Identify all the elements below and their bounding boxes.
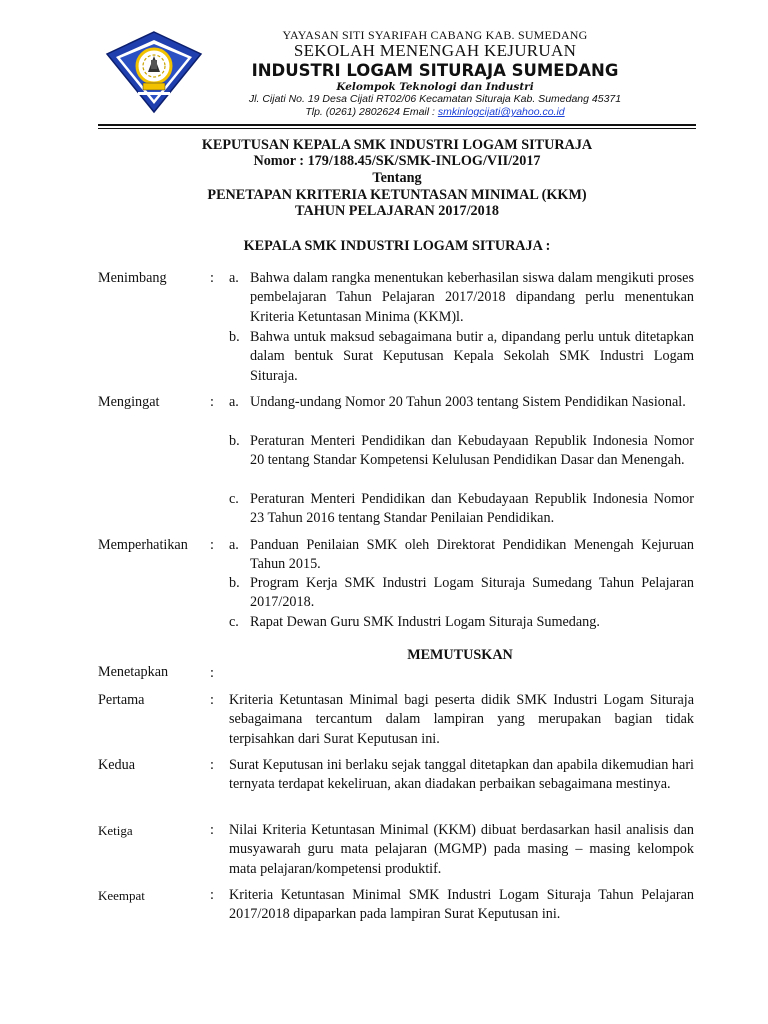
section-colon: : (210, 537, 214, 553)
decision-text: Surat Keputusan ini berlaku sejak tanggal ditetapkan dan apabila dikemudian hari ternyata terdapat kekeliruan, akan diadakan perbaikan sebagaimana mestinya. (229, 757, 694, 793)
school-logo (104, 30, 204, 114)
section-label-memperhatikan: Memperhatikan (98, 537, 188, 553)
list-text: Bahwa untuk maksud sebagaimana butir a, dipandang perlu untuk ditetapkan dalam bentuk Surat Keputusan Kepala Sekolah SMK Industri Logam Situraja. (250, 329, 694, 384)
list-marker: c. (229, 491, 239, 507)
decree-about: Tentang (372, 170, 422, 186)
list-item (229, 393, 694, 412)
decree-title: KEPUTUSAN KEPALA SMK INDUSTRI LOGAM SITURAJA (201, 137, 593, 153)
section-colon: : (210, 665, 214, 681)
section-colon: : (210, 270, 214, 286)
section-colon: : (210, 394, 214, 410)
list-marker: a. (229, 270, 239, 286)
decision-label-pertama: Pertama (98, 692, 145, 708)
list-marker: b. (229, 433, 240, 449)
school-type: SEKOLAH MENENGAH KEJURUAN (293, 41, 577, 60)
decision-text: Nilai Kriteria Ketuntasan Minimal (KKM) dibuat berdasarkan hasil analisis dan musyawarah guru mata pelajaran (MGMP) pada masing – masing kelompok mata pelajaran/kompetensi produktif. (229, 822, 694, 877)
decree-subject: PENETAPAN KRITERIA KETUNTASAN MINIMAL (KKM) (207, 187, 587, 203)
decree-heading: KEPALA SMK INDUSTRI LOGAM SITURAJA : (243, 238, 551, 254)
school-name: INDUSTRI LOGAM SITURAJA SUMEDANG (251, 61, 619, 80)
list-marker: a. (229, 537, 239, 553)
decree-year: TAHUN PELAJARAN 2017/2018 (295, 203, 499, 219)
list-marker: a. (229, 394, 239, 410)
phone-label: Tlp. (0261) 2802624 Email : (305, 106, 438, 118)
foundation-name: YAYASAN SITI SYARIFAH CABANG KAB. SUMEDANG (282, 28, 588, 42)
list-item (229, 490, 694, 529)
decision-label-ketiga: Ketiga (98, 823, 133, 838)
list-text: Undang-undang Nomor 20 Tahun 2003 tentang Sistem Pendidikan Nasional. (250, 394, 686, 410)
list-item (229, 574, 694, 613)
school-group: Kelompok Teknologi dan Industri (336, 81, 534, 93)
section-label-mengingat: Mengingat (98, 394, 160, 410)
list-text: Peraturan Menteri Pendidikan dan Kebudayaan Republik Indonesia Nomor 23 Tahun 2016 tentang Standar Penilaian Pendidikan. (250, 491, 694, 527)
list-text: Program Kerja SMK Industri Logam Situraja Sumedang Tahun Pelajaran 2017/2018. (250, 575, 694, 611)
section-label-menetapkan: Menetapkan (98, 664, 169, 680)
section-colon: : (210, 692, 214, 708)
list-item (229, 613, 694, 632)
decision-text: Kriteria Ketuntasan Minimal bagi peserta didik SMK Industri Logam Situraja sebagaimana tercantum dalam lampiran yang merupakan bagian tidak terpisahkan dari Surat Keputusan ini. (229, 692, 694, 747)
section-label-menimbang: Menimbang (98, 270, 167, 286)
letterhead-rule-thick (98, 124, 696, 126)
decision-label-kedua: Kedua (98, 757, 136, 773)
list-text: Bahwa dalam rangka menentukan keberhasilan siswa dalam mengikuti proses pembelajaran Tahun Pelajaran 2017/2018 dipandang perlu menentukan Kriteria Ketuntasan Minima (KKM)l. (250, 270, 694, 325)
list-item (229, 269, 694, 327)
list-marker: b. (229, 575, 240, 591)
school-address: Jl. Cijati No. 19 Desa Cijati RT02/06 Kecamatan Situraja Kab. Sumedang 45371 (248, 93, 622, 105)
email-link[interactable]: smkinlogcijati@yahoo.co.id (437, 106, 565, 118)
list-text: Panduan Penilaian SMK oleh Direktorat Pendidikan Menengah Kejuruan Tahun 2015. (250, 537, 694, 573)
decision-text: Kriteria Ketuntasan Minimal SMK Industri Logam Situraja Tahun Pelajaran 2017/2018 dipaparkan pada lampiran Surat Keputusan ini. (229, 887, 694, 923)
list-marker: b. (229, 329, 240, 345)
letterhead-rule-thin (98, 128, 696, 129)
list-text: Peraturan Menteri Pendidikan dan Kebudayaan Republik Indonesia Nomor 20 tentang Standar Kompetensi Kelulusan Pendidikan Dasar dan Menengah. (250, 433, 694, 469)
list-text: Rapat Dewan Guru SMK Industri Logam Situraja Sumedang. (250, 614, 600, 630)
section-colon: : (210, 757, 214, 773)
school-contact (205, 106, 665, 118)
list-item (229, 328, 694, 386)
section-colon: : (210, 887, 214, 903)
decision-heading: MEMUTUSKAN (407, 647, 513, 663)
decision-label-keempat: Keempat (98, 888, 145, 903)
decree-number: Nomor : 179/188.45/SK/SMK-INLOG/VII/2017 (253, 153, 541, 169)
list-item (229, 432, 694, 471)
list-marker: c. (229, 614, 239, 630)
section-colon: : (210, 822, 214, 838)
list-item (229, 536, 694, 575)
